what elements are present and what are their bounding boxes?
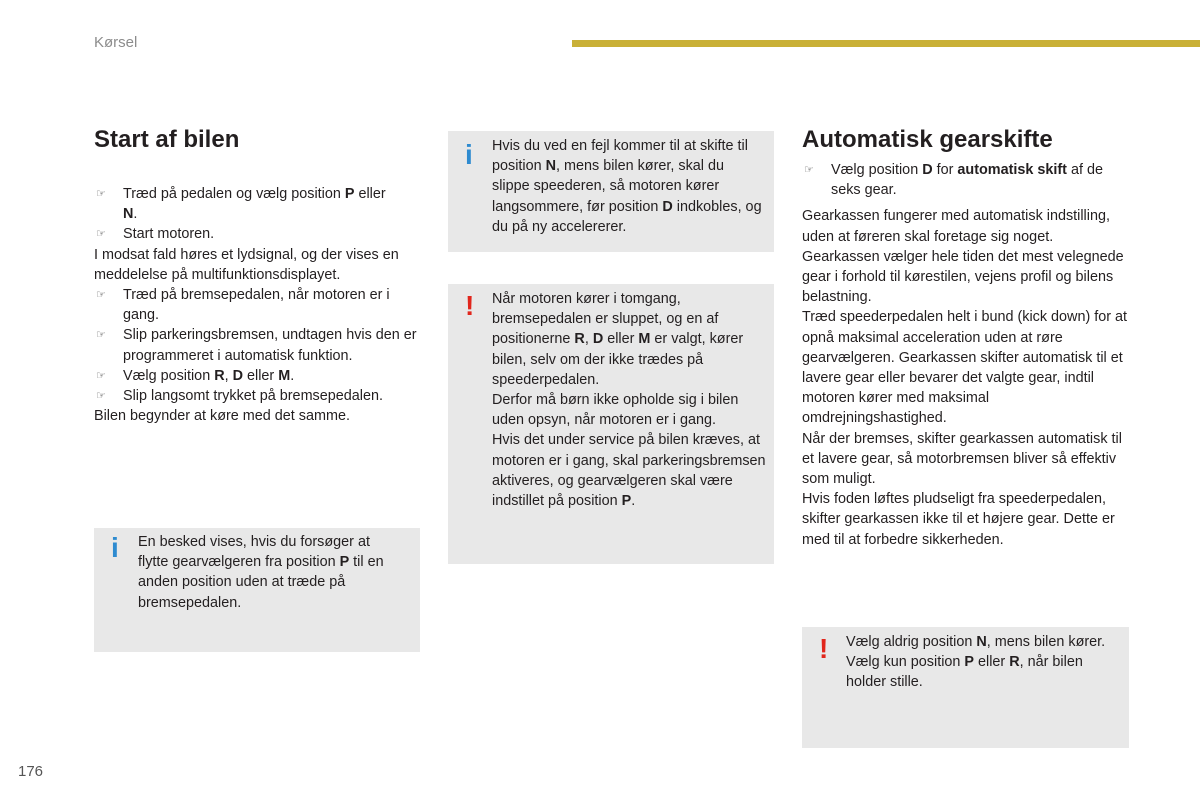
step-item: ☞ Start motoren. (94, 224, 424, 244)
info-text: Hvis du ved en fejl kommer til at skifte til position N, mens bilen kører, skal du slippe speederen, så motoren kører langsommere, før position D indkobles, og du på ny accelererer. (492, 138, 762, 235)
right-column (802, 126, 1130, 550)
step-item: ☞ Træd på bremsepedalen, når motoren er i gang. (96, 287, 390, 324)
step-item: ☞ Slip langsomt trykket på bremsepedalen. (94, 386, 424, 406)
paragraph: Gearkassen fungerer med automatisk indstilling, uden at føreren skal foretage sig noget. Gearkassen vælger hele tiden det mest velegnede gear i forhold til kørestilen, vejens profil og bilens belastning. (802, 208, 1124, 306)
warning-icon: ! (819, 633, 829, 664)
warning-box-middle (448, 284, 774, 564)
pointing-hand-icon: ☞ (96, 390, 106, 403)
left-column (94, 126, 424, 426)
section-title-automatic: Automatisk gearskifte (802, 126, 1053, 153)
page-number: 176 (18, 763, 44, 780)
info-box-left (94, 528, 420, 652)
header-section-label: Kørsel (94, 34, 138, 51)
paragraph: Når der bremses, skifter gearkassen automatisk til et lavere gear, så motorbremsen bliver så effektiv som muligt. (802, 430, 1122, 488)
warning-icon: ! (465, 290, 475, 321)
info-text: En besked vises, hvis du forsøger at flytte gearvælgeren fra position P til en anden position uden at træde på bremsepedalen. (138, 534, 384, 611)
paragraph: I modsat fald høres et lydsignal, og der vises en meddelelse på multifunktionsdisplayet. (94, 246, 399, 283)
pointing-hand-icon: ☞ (96, 188, 106, 200)
paragraph: Bilen begynder at køre med det samme. (94, 408, 350, 425)
header-accent-bar (572, 40, 1200, 47)
pointing-hand-icon: ☞ (96, 289, 106, 302)
info-box-middle (448, 131, 774, 252)
pointing-hand-icon: ☞ (96, 329, 106, 342)
paragraph: Hvis foden løftes pludseligt fra speederpedalen, skifter gearkassen ikke til et højere gear. Dette er med til at forbedre sikkerheden. (802, 491, 1115, 548)
pointing-hand-icon: ☞ (804, 164, 814, 176)
warning-text: Vælg aldrig position N, mens bilen kører. Vælg kun position P eller R, når bilen holder stille. (846, 634, 1106, 691)
section-title-start: Start af bilen (94, 126, 240, 153)
step-item: ☞ Vælg position R, D eller M. (94, 366, 424, 386)
step-item: ☞ Vælg position D for automatisk skift af de seks gear. (804, 162, 1103, 199)
pointing-hand-icon: ☞ (96, 228, 106, 241)
paragraph: Træd speederpedalen helt i bund (kick down) for at opnå maksimal acceleration uden at røre gearvælgeren. Gearkassen skifter automatisk til et lavere gear eller bevarer det valgte gear, indtil motoren kører med maksimal omdrejningshastighed. (802, 309, 1128, 427)
step-item: ☞ Træd på pedalen og vælg position P eller N. (96, 186, 386, 223)
info-icon: i (465, 139, 473, 170)
info-icon: i (111, 532, 119, 563)
step-item: ☞ Slip parkeringsbremsen, undtagen hvis den er programmeret i automatisk funktion. (96, 327, 417, 364)
warning-box-right (802, 627, 1129, 748)
pointing-hand-icon: ☞ (96, 369, 106, 382)
warning-text: Når motoren kører i tomgang, bremsepedalen er sluppet, og en af positionerne R, D eller M er valgt, kører bilen, selv om der ikke trædes på speederpedalen. Derfor må børn ikke opholde sig i bilen uden opsyn, når motoren er i gang. Hvis det under service på bilen kræves, at motoren er i gang, skal parkeringsbremsen aktiveres, og gearvælgeren skal være indstillet på position P. (492, 291, 766, 510)
